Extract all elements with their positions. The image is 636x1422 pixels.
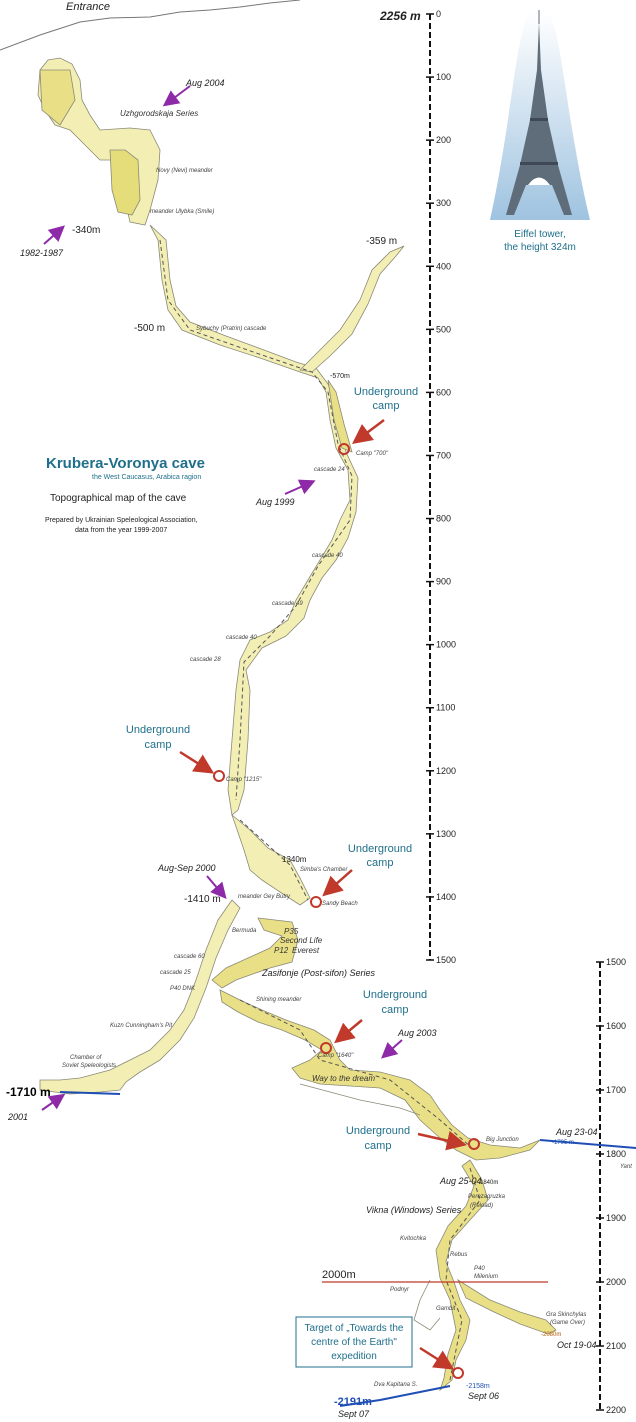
feat-sybuchy: Sybuchy (Pratrin) cascade bbox=[196, 326, 267, 332]
date-aug-2003: Aug 2003 bbox=[398, 1028, 437, 1038]
camp-marker-1410 bbox=[311, 897, 321, 907]
date-1982: 1982-1987 bbox=[20, 248, 64, 258]
target-line-1: Target of „Towards the bbox=[304, 1323, 404, 1334]
feat-gambit: Gambit bbox=[436, 1306, 456, 1312]
camp-label-1410-1: Underground bbox=[347, 843, 413, 855]
lower-scale-tick-label: 2100 bbox=[606, 1341, 627, 1351]
camp-label-1640-1: Underground bbox=[362, 989, 428, 1001]
title-main: Krubera-Voronya cave bbox=[46, 455, 205, 472]
camp-label-1800-1: Underground bbox=[345, 1125, 411, 1137]
feat-second-life: Second Life bbox=[280, 936, 323, 945]
date-aug-2004: Aug 2004 bbox=[186, 78, 225, 88]
feat-cascade49: cascade 49 bbox=[272, 601, 303, 607]
date-aug-25-04: Aug 25-04 bbox=[440, 1176, 482, 1186]
camp-label-1410-2: camp bbox=[366, 857, 394, 869]
upper-scale-tick-label: 1400 bbox=[436, 891, 457, 902]
date-sept-07: Sept 07 bbox=[338, 1409, 370, 1419]
target-marker bbox=[453, 1368, 463, 1378]
upper-scale-tick-label: 900 bbox=[436, 576, 452, 587]
feat-podnyr: Podnyr bbox=[390, 1287, 410, 1293]
feat-cascade24: cascade 24 bbox=[314, 467, 345, 473]
feat-rebus: Rebus bbox=[450, 1252, 468, 1258]
date-arrows bbox=[42, 86, 402, 1110]
camp-label-700-2: camp bbox=[372, 400, 400, 412]
depth-2191: -2191m bbox=[334, 1396, 372, 1408]
camp-label-1640-2: camp bbox=[381, 1004, 409, 1016]
date-oct-19-04: Oct 19-04 bbox=[557, 1340, 597, 1350]
cave-passages bbox=[38, 58, 556, 1390]
feat-cascade25: cascade 25 bbox=[160, 970, 191, 976]
date-2001: 2001 bbox=[8, 1112, 29, 1122]
lower-scale-tick-label: 1900 bbox=[606, 1213, 627, 1223]
dates bbox=[7, 78, 598, 1419]
feat-camp1640: Camp "1640" bbox=[318, 1053, 354, 1059]
title-region: the West Caucasus, Arabica ragion bbox=[92, 474, 202, 481]
feat-uzhgorod: Uzhgorodskaja Series bbox=[120, 109, 199, 118]
feat-p12: P12 bbox=[274, 946, 289, 955]
upper-scale-tick-label: 1300 bbox=[436, 828, 457, 839]
lower-scale-tick-label: 1600 bbox=[606, 1021, 627, 1031]
upper-scale-tick-label: 1200 bbox=[436, 765, 457, 776]
feat-sandy: Sandy Beach bbox=[322, 901, 358, 907]
feat-soviet: Soviet Speleologists bbox=[62, 1063, 117, 1069]
title-credit-2: data from the year 1999-2007 bbox=[75, 527, 168, 534]
upper-scale-tick-label: 1000 bbox=[436, 639, 457, 650]
feat-gra: Gra Skinchylas bbox=[546, 1312, 587, 1318]
feat-cascade40b: cascade 40 bbox=[226, 635, 257, 641]
target-line-3: expedition bbox=[331, 1351, 377, 1362]
depth-1710: -1710 m bbox=[6, 1085, 51, 1099]
feat-reload: (Reload) bbox=[470, 1203, 494, 1209]
depth-1410: -1410 m bbox=[184, 894, 221, 905]
upper-scale-tick-label: 1500 bbox=[436, 955, 457, 965]
lower-scale-tick-label: 1500 bbox=[606, 957, 627, 967]
upper-scale-tick-label: 300 bbox=[436, 198, 452, 209]
entrance-label: Entrance bbox=[66, 1, 111, 13]
camp-label-1215-1: Underground bbox=[125, 724, 191, 736]
depth-570: -570m bbox=[330, 373, 350, 380]
depth-1795: -1795 m bbox=[552, 1140, 575, 1146]
depth-markers bbox=[6, 225, 574, 1408]
lower-scale-tick-label: 1800 bbox=[606, 1149, 627, 1159]
eiffel-caption-1: Eiffel tower, bbox=[514, 229, 566, 240]
depth-scale-upper bbox=[426, 9, 456, 965]
upper-scale-tick-label: 600 bbox=[436, 387, 452, 398]
upper-scale-tick-label: 400 bbox=[436, 261, 452, 272]
upper-scale-tick-label: 500 bbox=[436, 324, 452, 335]
eiffel-tower-illustration bbox=[490, 10, 590, 220]
title-credit-1: Prepared by Ukrainian Speleological Association, bbox=[45, 517, 198, 524]
feat-yant: Yant bbox=[620, 1164, 632, 1170]
depth-1340: 1340m bbox=[282, 855, 307, 864]
feat-perezagruzka: Perezagruzka bbox=[468, 1194, 506, 1200]
feat-p35: P35 bbox=[284, 927, 299, 936]
upper-scale-tick-label: 200 bbox=[436, 135, 452, 146]
title-subtitle: Topographical map of the cave bbox=[50, 493, 187, 504]
camp-marker-1215 bbox=[214, 771, 224, 781]
feat-camp1215: Camp "1215" bbox=[226, 777, 262, 783]
depth-340: -340m bbox=[72, 225, 101, 236]
feat-kvitochka: Kvitochka bbox=[400, 1236, 427, 1242]
label-2000m: 2000m bbox=[322, 1269, 356, 1281]
camp-label-1800-2: camp bbox=[364, 1140, 392, 1152]
feat-p40dnk: P40 DNK bbox=[170, 986, 196, 992]
depth-500: -500 m bbox=[134, 323, 166, 334]
feat-vikna: Vikna (Windows) Series bbox=[366, 1205, 462, 1215]
feat-cascade60: cascade 60 bbox=[174, 954, 205, 960]
upper-scale-tick-label: 1100 bbox=[436, 702, 456, 713]
depth-1840: -1840m bbox=[478, 1180, 499, 1186]
feat-meander-gey: meander Gey Butry bbox=[238, 894, 291, 900]
feat-chamber: Chamber of bbox=[70, 1055, 102, 1061]
date-sept-06: Sept 06 bbox=[468, 1391, 500, 1401]
upper-scale-tick-label: 100 bbox=[436, 72, 452, 83]
feat-p40: P40 bbox=[474, 1266, 485, 1272]
camp-label-700-1: Underground bbox=[353, 386, 419, 398]
feat-bermuda: Bermuda bbox=[232, 928, 257, 934]
feat-everest: Everest bbox=[292, 946, 320, 955]
feat-shining: Shining meander bbox=[256, 997, 302, 1003]
surface-altitude: 2256 m bbox=[380, 9, 421, 23]
feat-big-junction: Big Junction bbox=[486, 1137, 519, 1143]
date-aug-23-04: Aug 23-04 bbox=[556, 1127, 598, 1137]
depth-scale-lower bbox=[596, 957, 626, 1415]
lower-scale-tick-label: 1700 bbox=[606, 1085, 627, 1095]
upper-scale-tick-label: 0 bbox=[436, 9, 442, 19]
feat-novy: Novy (Nevi) meander bbox=[156, 168, 213, 174]
target-box bbox=[296, 1317, 412, 1367]
lower-scale-tick-label: 2200 bbox=[606, 1405, 627, 1415]
feat-milenium: Milenium bbox=[474, 1274, 499, 1280]
feat-zasifonje: Zasifonje (Post-sifon) Series bbox=[262, 968, 376, 978]
lower-scale-tick-label: 2000 bbox=[606, 1277, 627, 1287]
eiffel-caption-2: the height 324m bbox=[504, 242, 576, 253]
feat-cascade28: cascade 28 bbox=[190, 657, 221, 663]
upper-scale-tick-label: 700 bbox=[436, 450, 452, 461]
feat-cascade40: cascade 40 bbox=[312, 553, 343, 559]
depth-2158: -2158m bbox=[466, 1383, 490, 1390]
date-aug-1999: Aug 1999 bbox=[256, 497, 295, 507]
feat-meander-ulybka: meander Ulybka (Smile) bbox=[150, 209, 215, 215]
depth-2080: -2080m bbox=[541, 1332, 562, 1338]
feat-simbas: Simba's Chamber bbox=[300, 867, 348, 873]
feat-kuzn: Kuzn Cunningham's Pit bbox=[110, 1023, 173, 1029]
feat-way-dream: Way to the dream bbox=[312, 1074, 375, 1083]
date-aug-sep-2000: Aug-Sep 2000 bbox=[158, 863, 216, 873]
feat-game-over: (Game Over) bbox=[550, 1320, 586, 1326]
surface-line bbox=[0, 0, 300, 50]
upper-scale-tick-label: 800 bbox=[436, 513, 452, 524]
depth-359: -359 m bbox=[366, 236, 398, 247]
feat-camp700: Camp "700" bbox=[356, 451, 388, 457]
target-line-2: centre of the Earth" bbox=[311, 1337, 397, 1348]
feat-dva: Dva Kapitana S. bbox=[374, 1382, 418, 1388]
camp-label-1215-2: camp bbox=[144, 739, 172, 751]
title-block bbox=[45, 455, 205, 534]
